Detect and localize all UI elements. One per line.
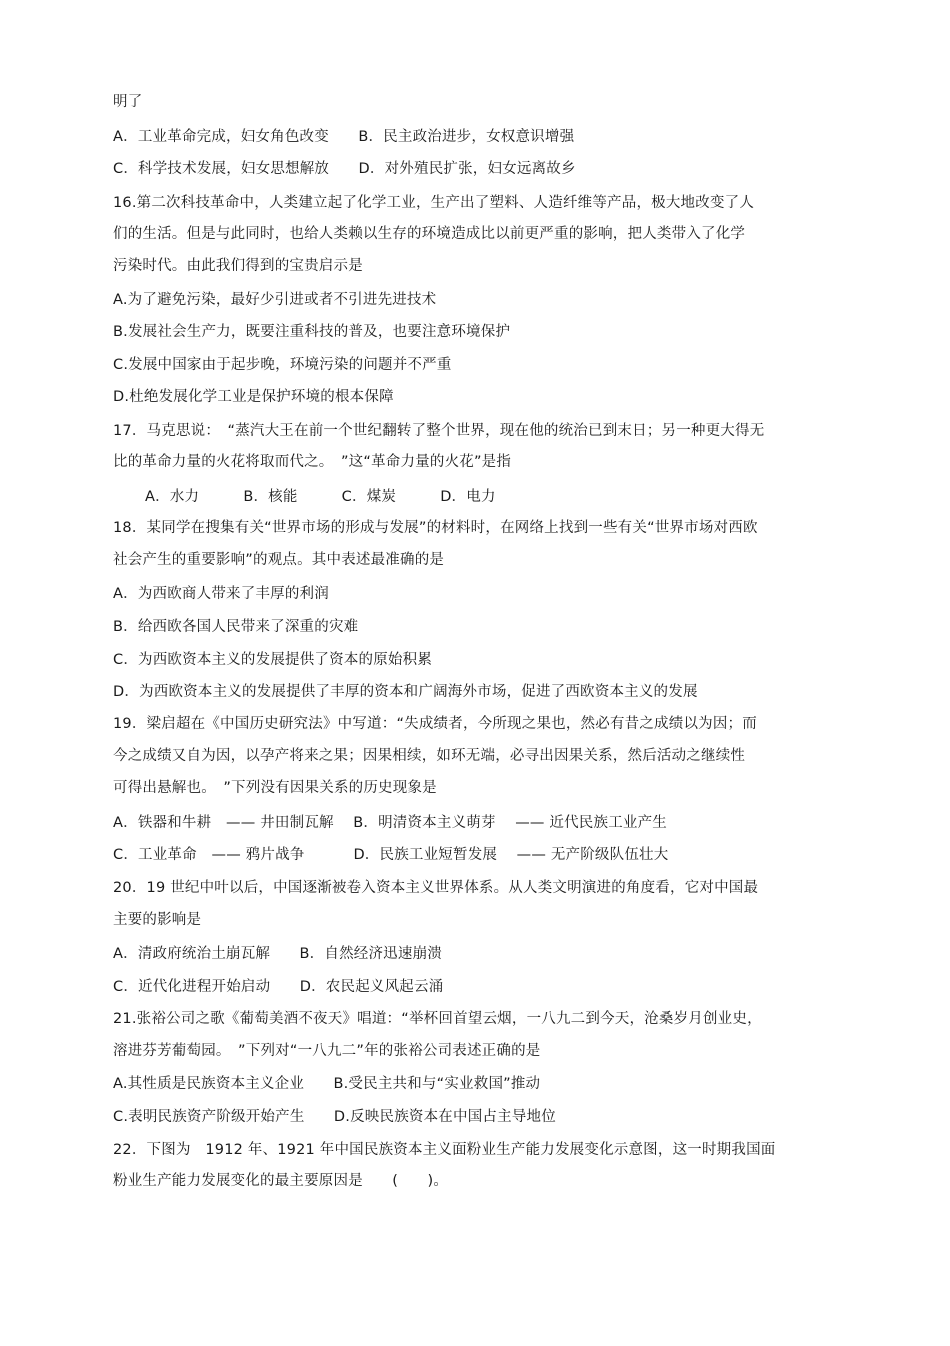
q15-options-ab: A．工业革命完成，妇女角色改变 B．民主政治进步，女权意识增强 xyxy=(113,129,575,145)
q19-stem: 可得出悬解也。 ”下列没有因果关系的历史现象是 xyxy=(113,780,437,796)
q16-option-c: C.发展中国家由于起步晚，环境污染的问题并不严重 xyxy=(113,357,452,373)
q21-stem: 溶进芬芳葡萄园。 ”下列对“一八九二”年的张裕公司表述正确的是 xyxy=(113,1043,541,1059)
q21-options-cd: C.表明民族资产阶级开始产生 D.反映民族资本在中国占主导地位 xyxy=(113,1109,556,1125)
q16-stem: 们的生活。但是与此同时，也给人类赖以生存的环境造成比以前更严重的影响，把人类带入了化学 xyxy=(113,226,746,242)
q19-stem: 今之成绩又自为因，以孕产将来之果；因果相续，如环无端，必寻出因果关系，然后活动之继续性 xyxy=(113,748,746,764)
q16-option-d: D.杜绝发展化学工业是保护环境的根本保障 xyxy=(113,389,394,405)
q16-option-a: A.为了避免污染，最好少引进或者不引进先进技术 xyxy=(113,292,437,308)
q18-option-d: D．为西欧资本主义的发展提供了丰厚的资本和广阔海外市场，促进了西欧资本主义的发展 xyxy=(113,684,698,700)
q17-stem: 比的革命力量的火花将取而代之。 ”这“革命力量的火花”是指 xyxy=(113,454,512,470)
q21-options-ab: A.其性质是民族资本主义企业 B.受民主共和与“实业救国”推动 xyxy=(113,1076,541,1092)
q17-stem: 17．马克思说： “蒸汽大王在前一个世纪翻转了整个世界，现在他的统治已到末日；另一种更大得无 xyxy=(113,423,765,439)
q18-option-a: A．为西欧商人带来了丰厚的利润 xyxy=(113,586,329,602)
q16-stem: 污染时代。由此我们得到的宝贵启示是 xyxy=(113,258,363,274)
q22-stem: 粉业生产能力发展变化的最主要原因是 ( )。 xyxy=(113,1173,449,1189)
q15-options-cd: C．科学技术发展，妇女思想解放 D．对外殖民扩张，妇女远离故乡 xyxy=(113,161,576,177)
text-line: 明了 xyxy=(113,94,143,110)
q18-stem: 社会产生的重要影响”的观点。其中表述最准确的是 xyxy=(113,552,445,568)
q19-options-cd: C．工业革命 —— 鸦片战争 D．民族工业短暂发展 —— 无产阶级队伍壮大 xyxy=(113,847,669,863)
q16-stem: 16.第二次科技革命中，人类建立起了化学工业，生产出了塑料、人造纤维等产品，极大地改变了人 xyxy=(113,195,755,211)
q19-stem: 19．梁启超在《中国历史研究法》中写道：“失成绩者，今所现之果也，然必有昔之成绩以为因；而 xyxy=(113,716,757,732)
q20-options-ab: A．清政府统治土崩瓦解 B．自然经济迅速崩溃 xyxy=(113,946,442,962)
q20-options-cd: C．近代化进程开始启动 D．农民起义风起云涌 xyxy=(113,979,444,995)
q20-stem: 20．19 世纪中叶以后，中国逐渐被卷入资本主义世界体系。从人类文明演进的角度看，它对中国最 xyxy=(113,880,759,896)
q21-stem: 21.张裕公司之歌《葡萄美酒不夜天》唱道：“举杯回首望云烟，一八九二到今天，沧桑岁月创业史， xyxy=(113,1011,762,1027)
q20-stem: 主要的影响是 xyxy=(113,912,202,928)
q18-option-b: B．给西欧各国人民带来了深重的灾难 xyxy=(113,619,359,635)
q18-option-c: C．为西欧资本主义的发展提供了资本的原始积累 xyxy=(113,652,433,668)
q16-option-b: B.发展社会生产力，既要注重科技的普及，也要注意环境保护 xyxy=(113,324,511,340)
q17-options: A．水力 B．核能 C．煤炭 D．电力 xyxy=(145,489,496,505)
q22-stem: 22．下图为 1912 年、1921 年中国民族资本主义面粉业生产能力发展变化示意图，这一时期我国面 xyxy=(113,1142,776,1158)
q18-stem: 18．某同学在搜集有关“世界市场的形成与发展”的材料时，在网络上找到一些有关“世界市场对西欧 xyxy=(113,520,758,536)
q19-options-ab: A．铁器和牛耕 —— 井田制瓦解 B．明清资本主义萌芽 —— 近代民族工业产生 xyxy=(113,815,668,831)
